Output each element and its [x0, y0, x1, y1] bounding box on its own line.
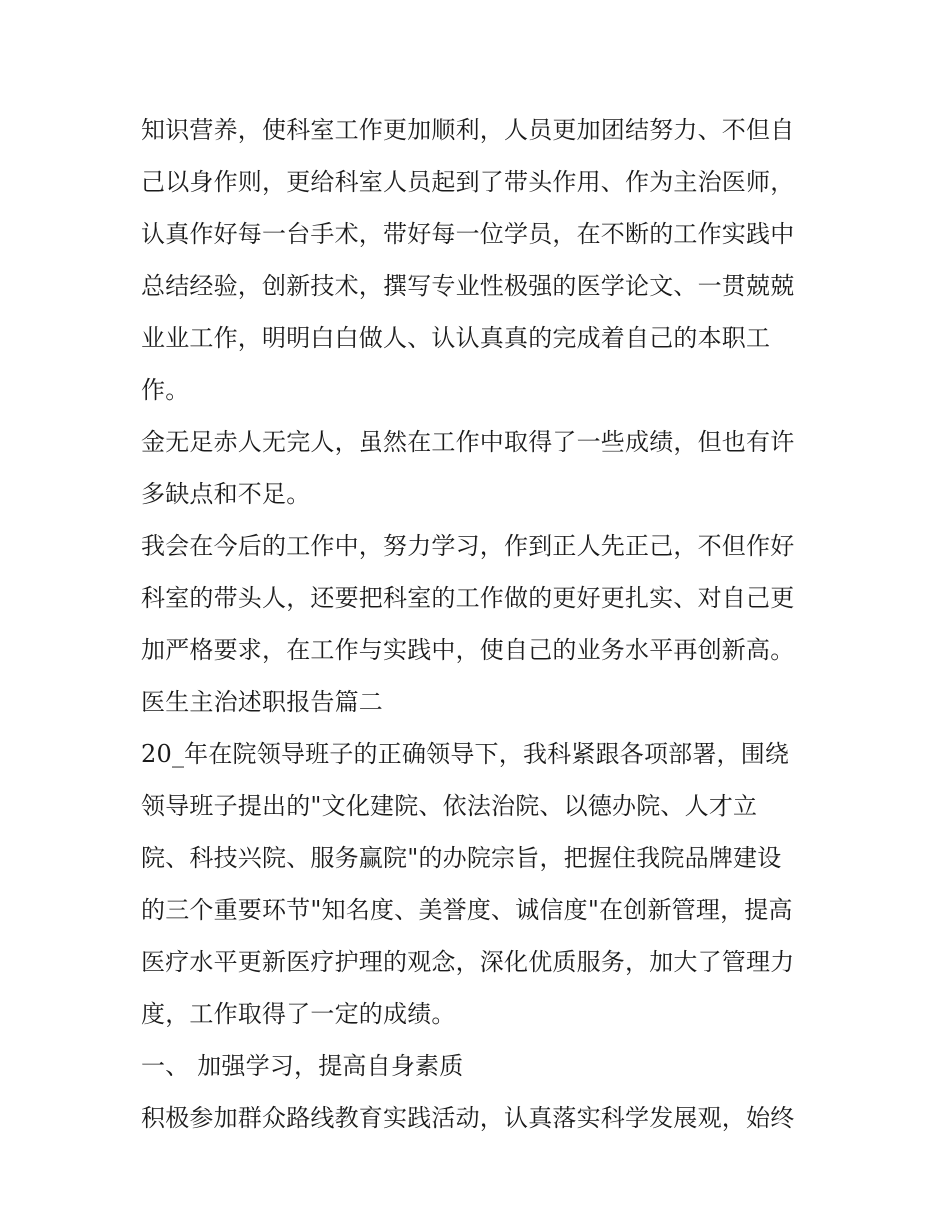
text-line: 金无足赤人无完人，虽然在工作中取得了一些成绩，但也有许: [141, 428, 795, 456]
text-line: 积极参加群众路线教育实践活动，认真落实科学发展观，始终: [141, 1104, 795, 1132]
text-line: 加严格要求，在工作与实践中，使自己的业务水平再创新高。: [141, 636, 795, 664]
text-line: 度，工作取得了一定的成绩。: [141, 1000, 456, 1028]
text-line: 业业工作，明明白白做人、认认真真的完成着自己的本职工: [141, 324, 771, 352]
text-line: 领导班子提出的"文化建院、依法治院、以德办院、人才立: [141, 792, 758, 820]
text-line: 的三个重要环节"知名度、美誉度、诚信度"在创新管理，提高: [141, 896, 793, 924]
text-line: 作。: [141, 376, 190, 404]
text-line: 认真作好每一台手术，带好每一位学员，在不断的工作实践中: [141, 220, 795, 248]
document-body: [141, 104, 821, 1144]
text-line: 己以身作则，更给科室人员起到了带头作用、作为主治医师，: [141, 168, 795, 196]
text-line: 多缺点和不足。: [141, 480, 311, 508]
section-heading: 医生主治述职报告篇二: [141, 688, 383, 716]
text-line: 科室的带头人，还要把科室的工作做的更好更扎实、对自己更: [141, 584, 795, 612]
text-line: 20_年在院领导班子的正确领导下，我科紧跟各项部署，围绕: [141, 740, 790, 768]
subsection-heading: 一、 加强学习，提高自身素质: [141, 1052, 464, 1080]
text-line: 总结经验，创新技术，撰写专业性极强的医学论文、一贯兢兢: [141, 272, 795, 300]
text-line: 医疗水平更新医疗护理的观念，深化优质服务，加大了管理力: [141, 948, 795, 976]
text-line: 我会在今后的工作中，努力学习，作到正人先正己，不但作好: [141, 532, 795, 560]
text-line: 知识营养，使科室工作更加顺利，人员更加团结努力、不但自: [141, 116, 795, 144]
text-line: 院、科技兴院、服务赢院"的办院宗旨，把握住我院品牌建设: [141, 844, 782, 872]
